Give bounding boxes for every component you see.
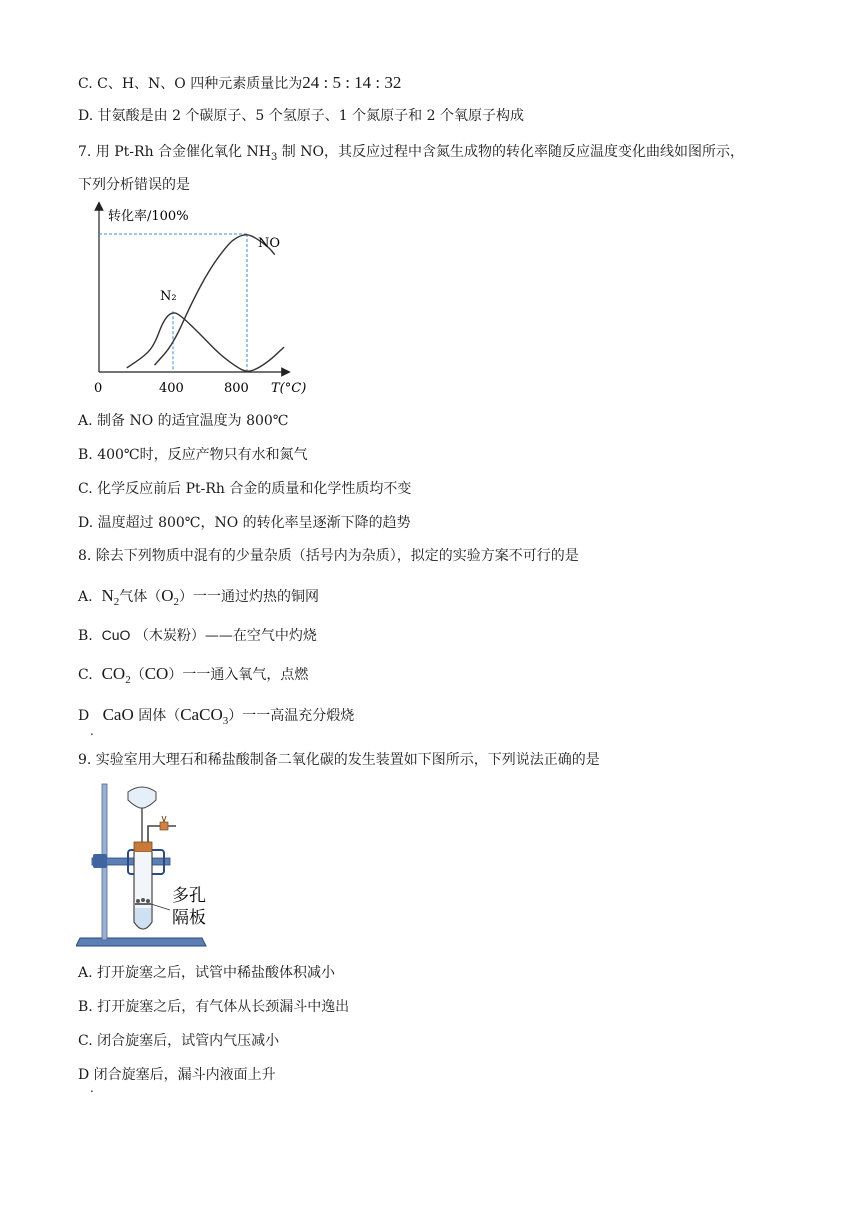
q6-mass-ratio: 24 : 5 : 14 : 32 <box>302 73 402 92</box>
valve-handle <box>162 816 166 822</box>
x-axis-label: T(°C) <box>271 381 306 396</box>
q8-option-a-formula-sub: 2 <box>113 595 120 608</box>
rubber-stopper <box>134 842 152 852</box>
x-tick-800: 800 <box>224 381 249 396</box>
q8-option-d-formula: CaO <box>102 705 134 724</box>
conversion-chart <box>86 200 306 400</box>
q6-option-c <box>78 73 401 94</box>
q9-option-d: D 闭合旋塞后，漏斗内液面上升 <box>78 1067 276 1083</box>
q6-option-d: D. 甘氨酸是由 2 个碳原子、5 个氢原子、1 个氮原子和 2 个氧原子构成 <box>78 108 524 124</box>
q7-stem-part-a: 7. 用 Pt-Rh 合金催化氧化 NH <box>78 144 271 160</box>
q8-dot-mark: . <box>90 724 94 738</box>
valve <box>160 822 168 830</box>
q7-option-b: B. 400℃时，反应产物只有水和氮气 <box>78 447 308 463</box>
q8-option-d-tail: ）一一高温充分煅烧 <box>228 708 355 724</box>
q8-option-c-tail: ）一一通入氧气，点燃 <box>168 667 309 683</box>
q8-option-c-mid: （ <box>130 667 145 683</box>
q8-option-a-impurity-sub: 2 <box>173 595 180 608</box>
y-axis-label: 转化率/100% <box>108 209 189 224</box>
q7-option-a: A. 制备 NO 的适宜温度为 800℃ <box>78 413 289 429</box>
origin-label: 0 <box>94 381 103 396</box>
q8-option-c-formula-sub: 2 <box>125 673 131 686</box>
q6-option-c-text: C. C、H、N、O 四种元素质量比为 <box>78 76 303 92</box>
q8-option-c-formula: CO <box>101 664 126 683</box>
q8-option-d-impurity-sub: 3 <box>222 714 229 727</box>
q8-option-b-tail: （木炭粉）——在空气中灼烧 <box>134 628 317 644</box>
q8-option-d-label: D <box>78 708 90 724</box>
series-label-n2: N₂ <box>160 289 177 304</box>
porous-label-1: 多孔 <box>172 886 206 906</box>
label-pointer <box>151 904 170 910</box>
q8-option-d <box>78 705 354 731</box>
series-label-no: NO <box>258 236 281 251</box>
stand-base <box>76 938 206 946</box>
q8-option-a-impurity: O <box>161 586 174 605</box>
q8-option-b-formula: CuO <box>101 627 131 643</box>
q7-stem-line1 <box>78 142 744 168</box>
q9-stem: 9. 实验室用大理石和稀盐酸制备二氧化碳的发生装置如下图所示，下列说法正确的是 <box>78 752 600 768</box>
porous-label-2: 隔板 <box>172 908 206 928</box>
q8-option-a-formula: N <box>101 586 114 605</box>
q7-option-c: C. 化学反应前后 Pt-Rh 合金的质量和化学性质均不变 <box>78 481 412 497</box>
q8-option-b-label: B. <box>78 628 93 644</box>
q8-option-d-mid: 固体（ <box>138 708 181 724</box>
q7-stem-sub: 3 <box>270 151 278 163</box>
x-tick-400: 400 <box>159 381 184 396</box>
q8-option-c <box>78 664 308 690</box>
q9-option-b: B. 打开旋塞之后，有气体从长颈漏斗中逸出 <box>78 999 350 1015</box>
q9-option-a: A. 打开旋塞之后，试管中稀盐酸体积减小 <box>78 965 336 981</box>
funnel-bowl <box>128 787 156 808</box>
q8-option-d-impurity: CaCO <box>180 705 223 724</box>
q7-option-d: D. 温度超过 800℃，NO 的转化率呈逐渐下降的趋势 <box>78 515 411 531</box>
q8-option-b <box>78 625 317 646</box>
q8-option-a-label: A. <box>78 589 93 605</box>
chart-lines <box>99 234 284 372</box>
series-line-n2 <box>127 313 284 371</box>
q8-stem: 8. 除去下列物质中混有的少量杂质（括号内为杂质），拟定的实验方案不可行的是 <box>78 548 579 564</box>
q8-option-c-label: C. <box>78 667 93 683</box>
q7-stem-part-b: 制 NO，其反应过程中含氮生成物的转化率随反应温度变化曲线如图所示， <box>277 144 744 160</box>
q8-option-a <box>78 586 319 612</box>
q8-option-a-mid: 气体（ <box>119 589 162 605</box>
co2-apparatus <box>76 780 226 950</box>
q9-option-c: C. 闭合旋塞后，试管内气压减小 <box>78 1033 280 1049</box>
q8-option-c-impurity: CO <box>144 664 169 683</box>
q9-dot-mark: . <box>90 1081 94 1095</box>
clamp-knob <box>93 854 107 868</box>
q8-option-a-tail: ）一一通过灼热的铜网 <box>179 589 320 605</box>
q7-stem-line2: 下列分析错误的是 <box>78 177 190 193</box>
